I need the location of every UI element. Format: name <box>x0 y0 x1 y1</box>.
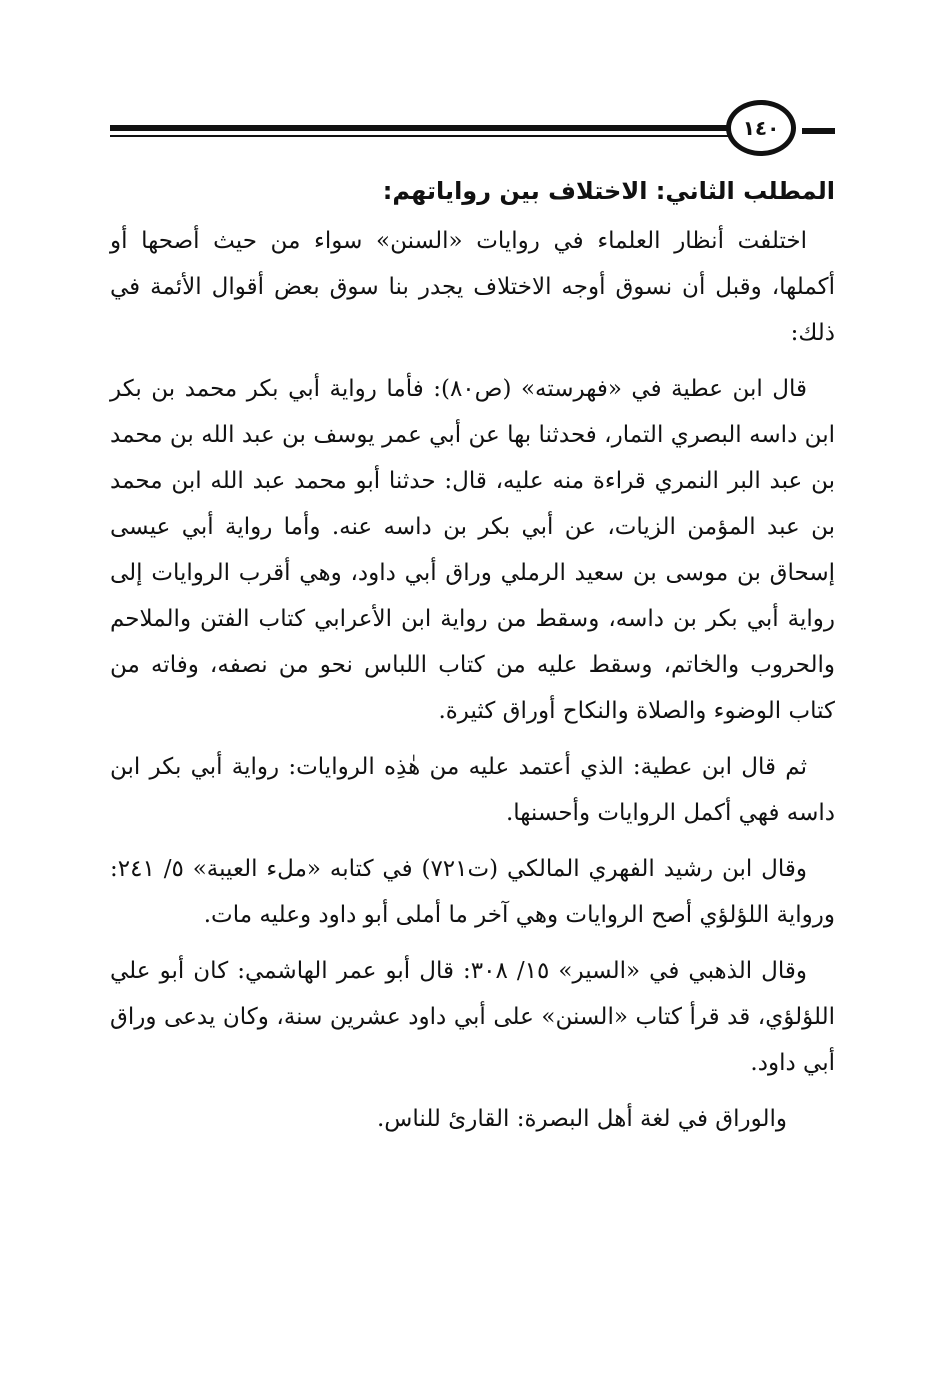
page-number-badge <box>726 100 796 156</box>
page-body <box>110 168 835 1152</box>
header-rule-thick <box>110 125 730 131</box>
header-rule-thin <box>110 135 730 137</box>
section-heading: المطلب الثاني: الاختلاف بين رواياتهم: <box>382 177 835 205</box>
paragraph: وقال الذهبي في «السير» ١٥/ ٣٠٨: قال أبو عمر الهاشمي: كان أبو علي اللؤلؤي، قد قرأ كتاب «السنن» على أبي داود عشرين سنة، وكان يدعى وراق أبي داود. <box>110 958 835 1076</box>
paragraph: والوراق في لغة أهل البصرة: القارئ للناس. <box>376 1106 787 1132</box>
paragraph: اختلفت أنظار العلماء في روايات «السنن» سواء من حيث أصحها أو أكملها، وقبل أن نسوق أوجه الاختلاف يجدر بنا سوق بعض أقوال الأئمة في ذلك: <box>110 228 835 346</box>
paragraph: وقال ابن رشيد الفهري المالكي (ت٧٢١) في كتابه «ملء العيبة» ٥/ ٢٤١: ورواية اللؤلؤي أصح الروايات وهي آخر ما أملى أبو داود وعليه مات. <box>110 856 835 928</box>
paragraph: ثم قال ابن عطية: الذي أعتمد عليه من هٰذِه الروايات: رواية أبي بكر ابن داسه فهي أكمل الروايات وأحسنها. <box>110 754 835 826</box>
paragraph: قال ابن عطية في «فهرسته» (ص٨٠): فأما رواية أبي بكر محمد بن بكر ابن داسه البصري التمار، فحدثنا بها عن أبي عمر يوسف بن عبد الله بن محمد بن عبد البر النمري قراءة منه عليه، قال: حدثنا أبو محمد عبد الله ابن محمد بن عبد المؤمن الزيات، عن أبي بكر بن داسه عنه. وأما رواية أبي عيسى إسحاق بن موسى بن سعيد الرملي وراق أبي داود، وهي أقرب الروايات إلى رواية أبي بكر بن داسه، وسقط من رواية ابن الأعرابي كتاب الفتن والملاحم والحروب والخاتم، وسقط عليه من كتاب اللباس نحو من نصفه، وفاته من كتاب الوضوء والصلاة والنكاح أوراق كثيرة. <box>110 376 835 724</box>
page-number: ١٤٠ <box>742 116 780 140</box>
header-rule-right <box>802 128 835 134</box>
page-header <box>110 100 835 162</box>
